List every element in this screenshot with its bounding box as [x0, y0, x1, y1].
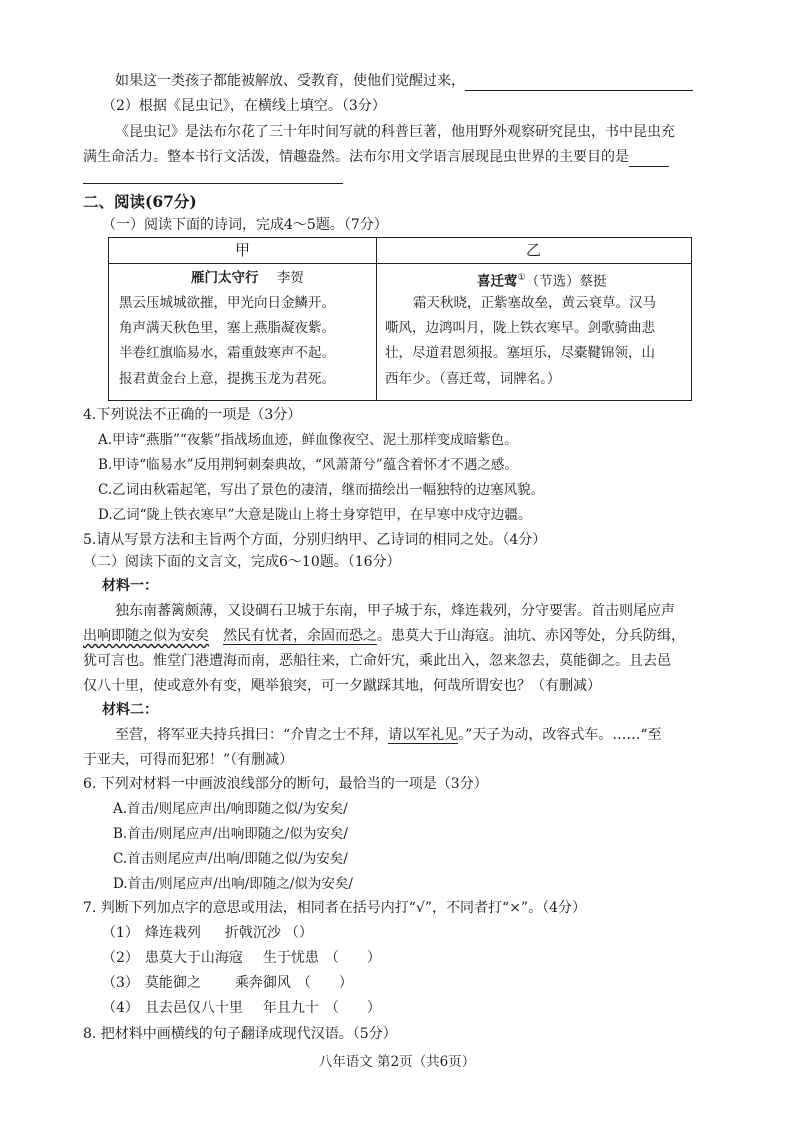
underlined-sentence: 请以军礼见 [388, 727, 459, 743]
poem-table [108, 237, 692, 401]
material-1-label: 材料一： [102, 578, 158, 594]
option-d: D.首击/则尾应声/出响/即随之/似为安矣/ [113, 876, 353, 892]
question-8-stem: 8. 把材料中画横线的句子翻译成现代汉语。（5分） [83, 1026, 397, 1042]
q7-item-phrase-a: 莫能御之 [144, 975, 201, 991]
poem-b-subtitle: （节选）蔡挺 [525, 273, 607, 290]
poem-a-author: 李贺 [276, 270, 304, 286]
answer-blank-1[interactable] [465, 90, 693, 91]
material-2-text: 至营，将军亚夫持兵揖曰：“介胄之士不拜， [115, 727, 389, 743]
q7-item-phrase-b: 年且九十 [262, 1000, 319, 1016]
material-2-label: 材料二： [102, 702, 158, 718]
material-1-line: 独东南蕃篱颇薄，又设碉石卫城于东南，甲子城于东，烽连栽列，分守要害。首击则尾应声 [115, 603, 675, 619]
q7-item-number: （2） [102, 950, 139, 966]
question-5-stem: 5.请从写景方法和主旨两个方面，分别归纳甲、乙诗词的相同之处。（4分） [83, 532, 547, 548]
material-1-line: 仅八十里，使或意外有变，飓举狼突，可一夕蹴踩其地，何哉所谓安也？（有删减） [83, 678, 601, 694]
poem-a-line: 报君黄金台上意，提携玉龙为君死。 [119, 371, 335, 387]
poem-b-line: 壮，尽道君恩须报。塞垣乐，尽橐鞬锦领，山 [385, 345, 655, 361]
q7-item-number: （1） [102, 925, 139, 941]
answer-blank-2a[interactable] [629, 166, 669, 167]
paragraph-line-1: 《昆虫记》是法布尔花了三十年时间写就的科普巨著，他用野外观察研究昆虫，书中昆虫充 [115, 124, 675, 140]
q7-item-phrase-a: 且去邑仅八十里 [144, 1000, 243, 1016]
wavy-underlined-phrase: 出响即随之似为安矣 [83, 628, 209, 644]
question-6-stem: 6. 下列对材料一中画波浪线部分的断句，最恰当的一项是（3分） [83, 776, 488, 792]
option-b: B.甲诗“临易水”反用荆轲刺秦典故，“风萧萧兮”蕴含着怀才不遇之感。 [98, 457, 518, 473]
q7-answer-paren[interactable]: （ ） [324, 950, 381, 966]
q7-answer-paren[interactable]: （） [284, 925, 313, 941]
line-1-text: 如果这一类孩子都能被解放、受教育，使他们觉醒过来， [115, 73, 465, 89]
q7-item-number: （4） [102, 1000, 139, 1016]
q7-item [102, 973, 353, 993]
poem-a-line: 黑云压城城欲摧，甲光向日金鳞开。 [119, 295, 335, 311]
q7-answer-paren[interactable]: （ ） [296, 975, 353, 991]
poem-a-title: 雁门太守行 [191, 270, 259, 286]
option-d: D.乙词“陇上铁衣寒早”大意是陇山上将士身穿铠甲，在早寒中戍守边疆。 [98, 507, 532, 523]
material-2-text: 。”天子为动，改容式车。……“至 [458, 727, 662, 743]
q7-answer-paren[interactable]: （ ） [324, 1000, 381, 1016]
q7-item-phrase-b: 折戟沉沙 [224, 925, 281, 941]
q7-item-phrase-b: 生于忧患 [262, 950, 319, 966]
poem-b-line: 西年少。（喜迁莺，词牌名。） [385, 371, 561, 387]
question-7-stem: 7. 判断下列加点字的意思或用法，相同者在括号内打“√”，不同者打“×”。（4分） [83, 900, 586, 916]
table-header-divider [109, 263, 691, 264]
material-2-line: 于亚夫，可得而犯邪！”（有删减） [83, 752, 294, 768]
option-b: B.首击/则尾应声/出响即随之/似为安矣/ [113, 826, 348, 842]
answer-blank-2b[interactable] [83, 165, 343, 184]
option-c: C.首击则尾应声/出响/即随之似/为安矣/ [113, 851, 348, 867]
q7-item-phrase-b: 乘奔御风 [234, 975, 291, 991]
line-1 [115, 71, 693, 91]
material-2-line [115, 725, 661, 745]
material-1-line [83, 626, 685, 646]
material-1-line: 犹可言也。惟堂门港遭海而南，恶船往来，亡命奸宄，乘此出入，忽来忽去，莫能御之。且去邑 [83, 653, 671, 669]
underlined-sentence: 然民有忧者，余固而恐之 [223, 628, 377, 644]
q7-item [102, 948, 381, 968]
part-2-intro: （二）阅读下面的文言文，完成6～10题。（16分） [83, 554, 401, 570]
column-header-a: 甲 [234, 241, 250, 259]
poem-a-line: 角声满天秋色里，塞上燕脂凝夜紫。 [119, 320, 335, 336]
section-2-title: 二、阅读(67分) [83, 192, 197, 211]
question-4-stem: 4.下列说法不正确的一项是（3分） [83, 407, 302, 423]
q7-item-phrase-a: 患莫大于山海寇 [144, 950, 243, 966]
q7-item-phrase-a: 烽连栽列 [144, 925, 201, 941]
option-a: A.首击/则尾应声出/响即随之似/为安矣/ [113, 801, 348, 817]
poem-b-footnote-marker: ① [517, 273, 526, 283]
q7-item [102, 923, 313, 943]
option-c: C.乙词由秋霜起笔，写出了景色的凄清，继而描绘出一幅独特的边塞风貌。 [98, 482, 545, 498]
paragraph-line-2-text: 满生命活力。整本书行文活泼，情趣盎然。法布尔用文学语言展现昆虫世界的主要目的是 [83, 149, 629, 165]
poem-a-line: 半卷红旗临易水，霜重鼓寒声不起。 [119, 345, 335, 361]
option-a: A.甲诗“燕脂”“夜紫”指战场血迹，鲜血像夜空、泥土那样变成暗紫色。 [98, 432, 518, 448]
poem-b-heading [477, 268, 607, 292]
poem-b-line: 嘶风，边鸿叫月，陇上铁衣寒早。剑歌骑曲悲 [385, 320, 655, 336]
page-footer: 八年语文 第2页（共6页） [318, 1054, 476, 1070]
q7-item-number: （3） [102, 975, 139, 991]
part-1-intro: （一）阅读下面的诗词，完成4～5题。（7分） [102, 217, 388, 233]
poem-b-line: 霜天秋晓，正紫塞故垒，黄云衰草。汉马 [413, 295, 656, 311]
poem-a-heading [191, 268, 304, 288]
column-header-b: 乙 [525, 241, 541, 259]
material-1-line-rest: 。患莫大于山海寇。油坑、赤冈等处，分兵防缉， [377, 628, 685, 644]
poem-b-title: 喜迁莺 [477, 273, 518, 290]
q7-item [102, 998, 381, 1018]
paragraph-line-2 [83, 147, 669, 167]
question-2-stem: （2）根据《昆虫记》，在横线上填空。（3分） [102, 98, 386, 114]
